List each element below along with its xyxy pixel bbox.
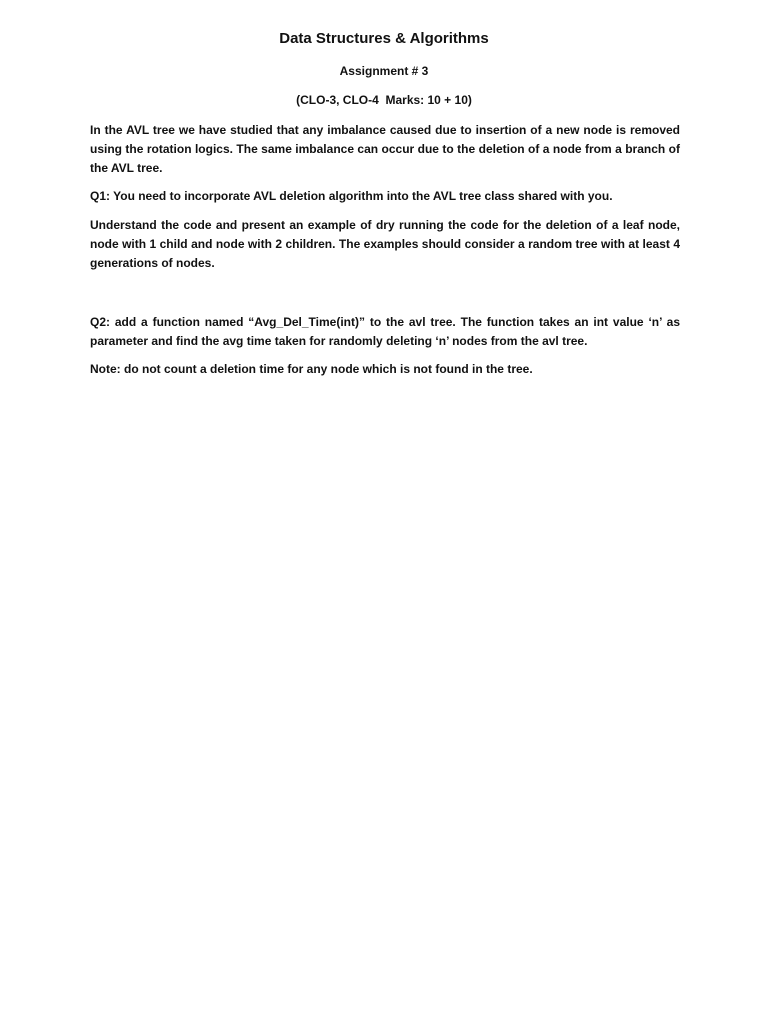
question-1-details: Understand the code and present an example of dry running the code for the deletion of a leaf node, node with 1 child and node with 2 children. The examples should consider a random tree with at least 4 generations of nodes. [90, 218, 680, 270]
question-1: Q1: You need to incorporate AVL deletion algorithm into the AVL tree class shared with you. [90, 189, 613, 203]
question-2: Q2: add a function named “Avg_Del_Time(int)” to the avl tree. The function takes an int value ‘n’ as parameter and find the avg time taken for randomly deleting ‘n’ nodes from the avl tree. [90, 315, 680, 348]
assignment-number: Assignment # 3 [339, 64, 429, 78]
clo-marks-line: (CLO-3, CLO-4 Marks: 10 + 10) [296, 93, 472, 107]
document-title: Data Structures & Algorithms [279, 30, 489, 47]
intro-paragraph: In the AVL tree we have studied that any imbalance caused due to insertion of a new node is removed using the rotation logics. The same imbalance can occur due to the deletion of a node from a branch of the AVL tree. [90, 123, 680, 175]
note-paragraph: Note: do not count a deletion time for any node which is not found in the tree. [90, 362, 533, 376]
